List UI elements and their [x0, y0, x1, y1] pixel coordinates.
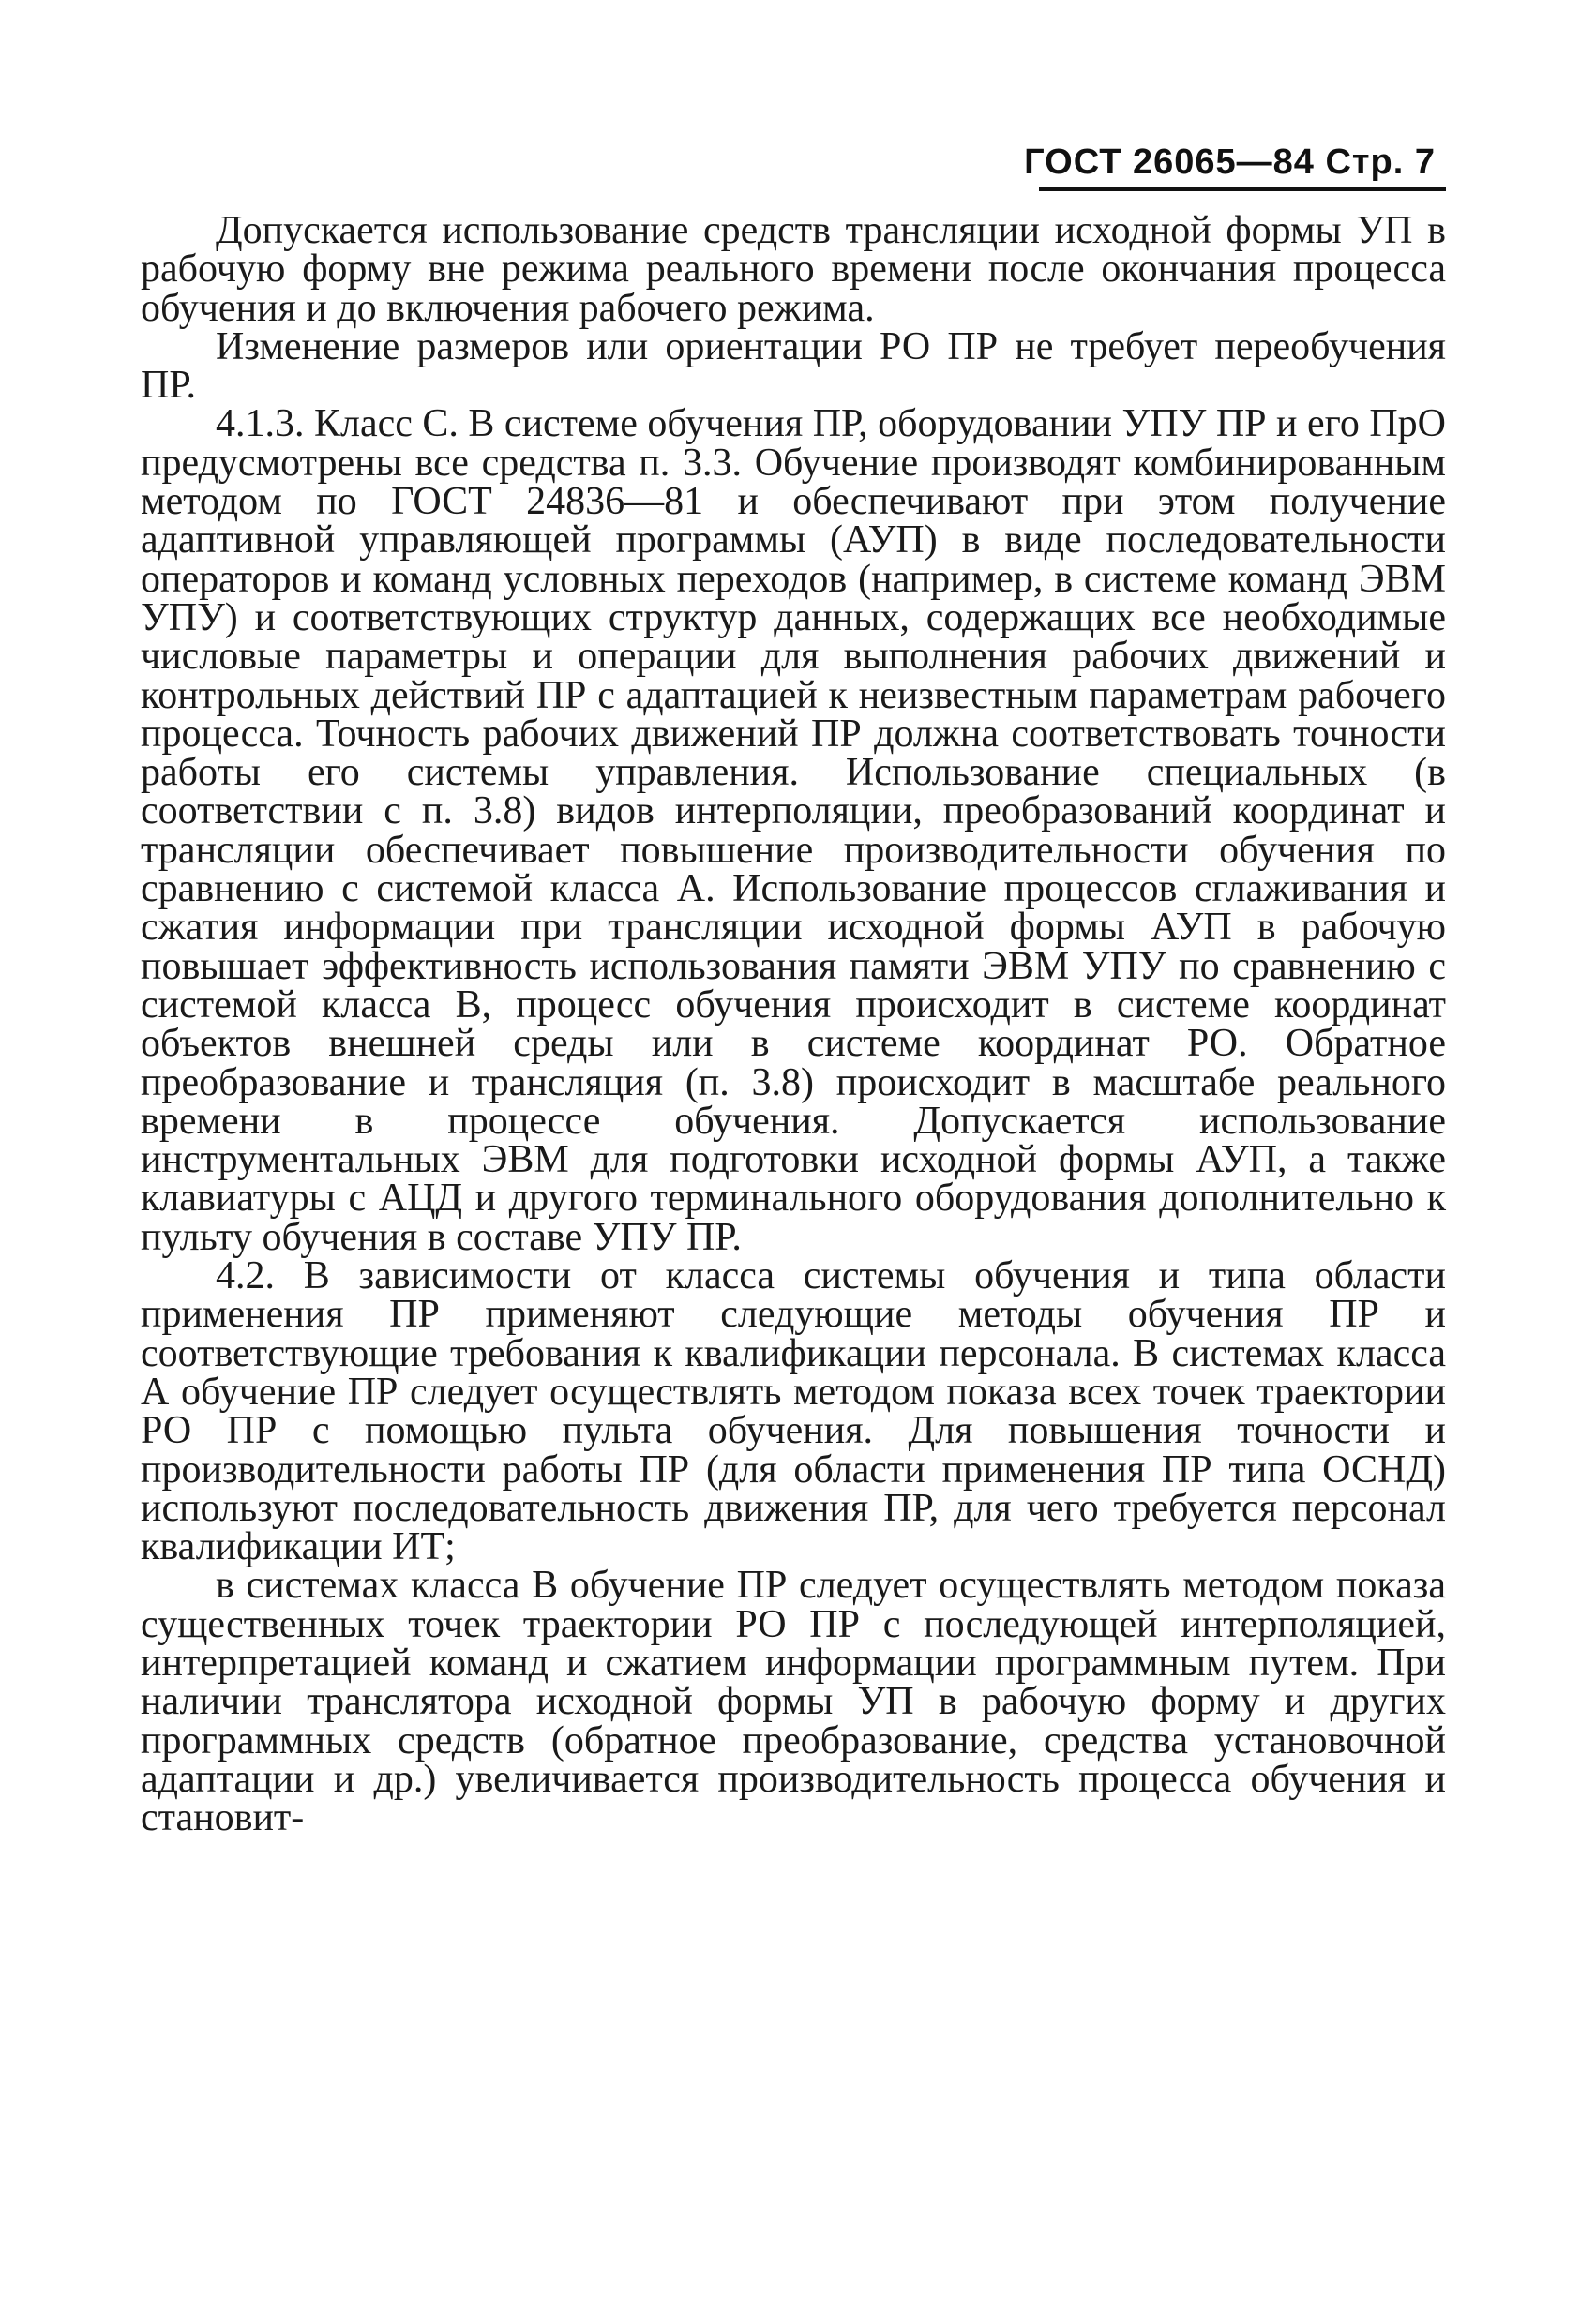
page-header: ГОСТ 26065—84 Стр. 7	[1024, 142, 1436, 182]
paragraph-4-2-training-methods: 4.2. В зависимости от класса системы обучения и типа области применения ПР применяют следующие методы обучения ПР и соответствующие требования к квалификации персонала. В системах класса А обучение ПР следует осуществлять методом показа всех точек траектории РО ПР с помощью пульта обучения. Для повышения точности и производительности работы ПР (для области применения ПР типа ОСНД) используют последовательность движения ПР, для чего требуется персонал квалификации ИТ;	[141, 1254, 1446, 1569]
paragraph-translation-note: Допускается использование средств трансляции исходной формы УП в рабочую форму вне режима реального времени после окончания процесса обучения и до включения рабочего режима.	[141, 209, 1446, 330]
paragraph-4-1-3-class-c: 4.1.3. Класс С. В системе обучения ПР, оборудовании УПУ ПР и его ПрО предусмотрены все средства п. 3.3. Обучение производят комбинированным методом по ГОСТ 24836—81 и обеспечивают при этом получение адаптивной управляющей программы (АУП) в виде последовательности операторов и команд условных переходов (например, в системе команд ЭВМ УПУ) и соответствующих структур данных, содержащих все необходимые числовые параметры и операции для выполнения рабочих движений и контрольных действий ПР с адаптацией к неизвестным параметрам рабочего процесса. Точность рабочих движений ПР должна соответствовать точности работы его системы управления. Использование специальных (в соответствии с п. 3.8) видов интерполяции, преобразований координат и трансляции обеспечивает повышение производительности обучения по сравнению с системой класса А. Использование процессов сглаживания и сжатия информации при трансляции исходной формы АУП в рабочую повышает эффективность использования памяти ЭВМ УПУ по сравнению с системой класса В, процесс обучения происходит в системе координат объектов внешней среды или в системе координат РО. Обратное преобразование и трансляция (п. 3.8) происходит в масштабе реального времени в процессе обучения. Допускается использование инструментальных ЭВМ для подготовки исходной формы АУП, а также клавиатуры с АЦД и другого терминального оборудования дополнительно к пульту обучения в составе УПУ ПР.	[141, 402, 1446, 1259]
paragraph-orientation-change: Изменение размеров или ориентации РО ПР не требует переобучения ПР.	[141, 324, 1446, 408]
paragraph-class-b-systems: в системах класса В обучение ПР следует осуществлять методом показа существенных точек траектории РО ПР с последующей интерполяцией, интерпретацией команд и сжатием информации программным путем. При наличии транслятора исходной формы УП в рабочую форму и других программных средств (обратное преобразование, средства установочной адаптации и др.) увеличивается производительность процесса обучения и становит-	[141, 1564, 1446, 1840]
document-body	[141, 209, 1446, 1840]
header-rule	[1039, 187, 1446, 191]
